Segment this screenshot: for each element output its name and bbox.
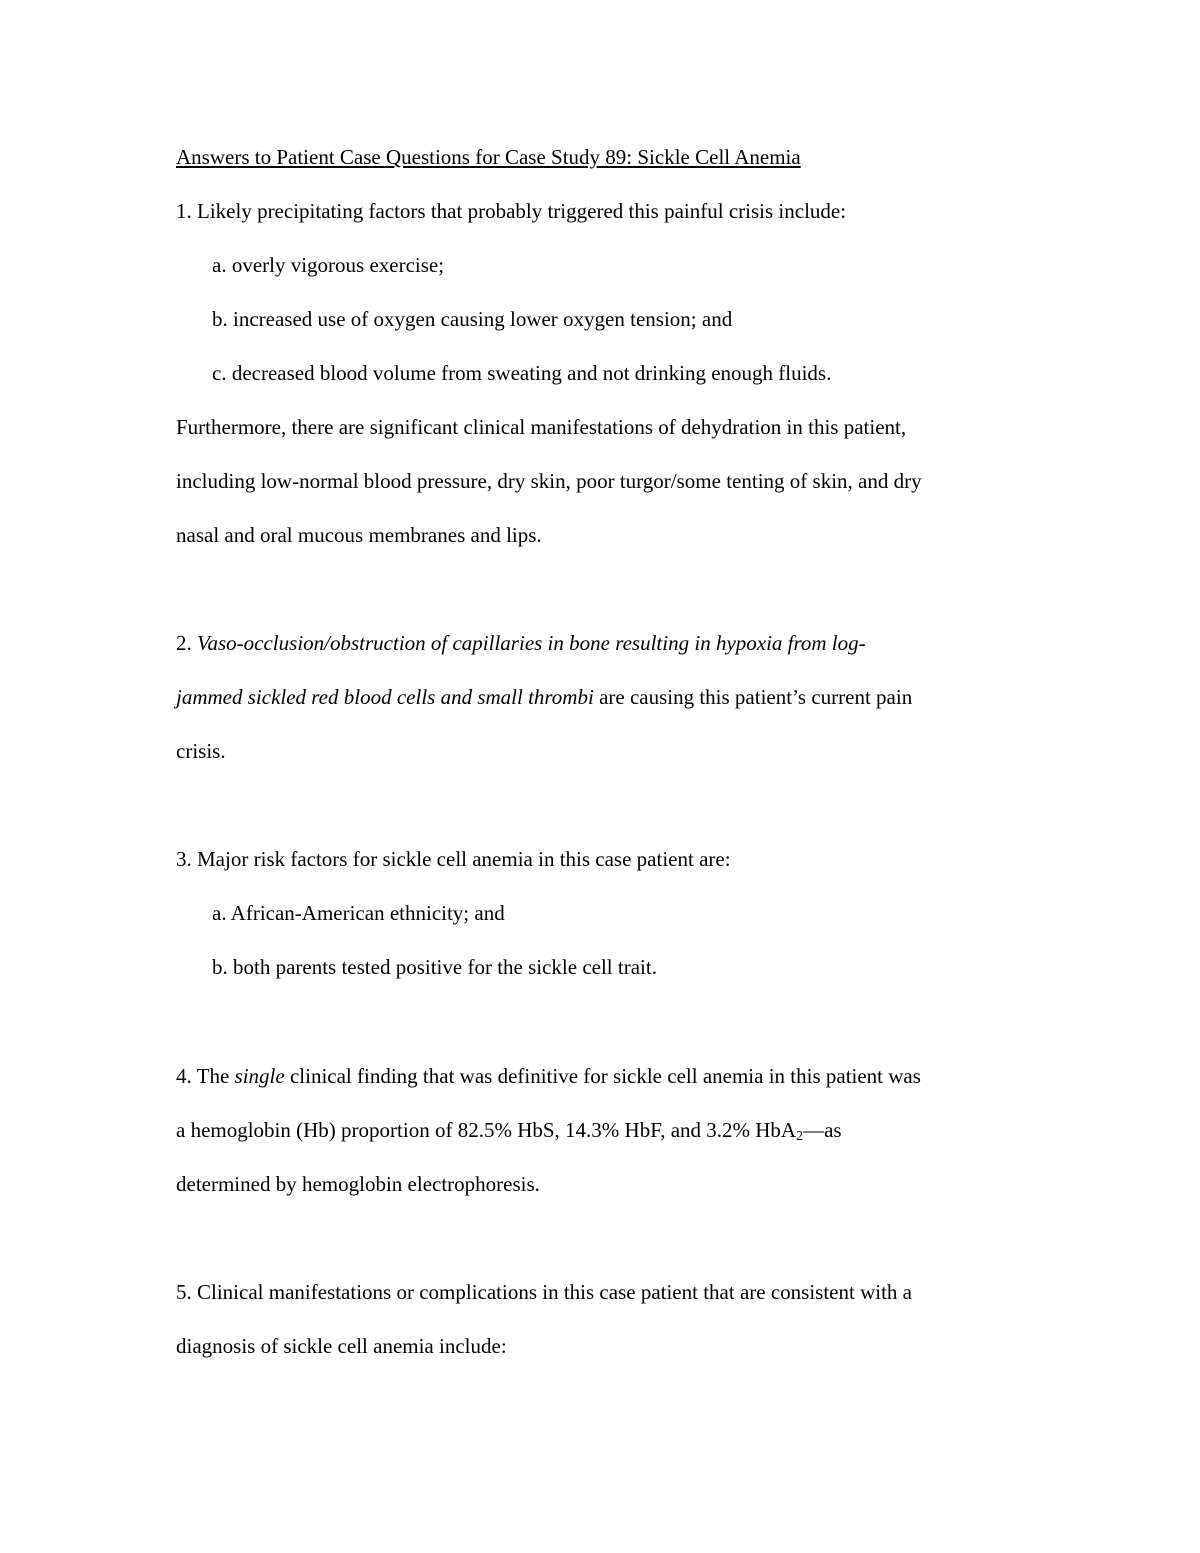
question-3-item-a: a. African-American ethnicity; and (212, 901, 505, 925)
question-1-item-c: c. decreased blood volume from sweating and not drinking enough fluids. (212, 361, 832, 385)
body-text: a hemoglobin (Hb) proportion of 82.5% HbS, 14.3% HbF, and 3.2% HbA (176, 1118, 797, 1142)
question-number: 2. (176, 631, 197, 655)
question-1-paragraph-line: including low-normal blood pressure, dry skin, poor turgor/some tenting of skin, and dry (176, 469, 922, 493)
question-4-line-3: determined by hemoglobin electrophoresis. (176, 1172, 540, 1196)
question-3-item-b: b. both parents tested positive for the sickle cell trait. (212, 955, 657, 979)
body-text: 4. The (176, 1064, 235, 1088)
question-4-line-1 (176, 1066, 921, 1087)
question-2-line-2 (176, 687, 912, 708)
body-text: —as (803, 1118, 842, 1142)
body-text: are causing this patient’s current pain (593, 685, 913, 709)
question-2-line-1 (176, 633, 866, 654)
question-5-line: 5. Clinical manifestations or complications in this case patient that are consistent with a (176, 1280, 912, 1304)
italic-text: Vaso-occlusion/obstruction of capillaries in bone resulting in hypoxia from log- (197, 631, 866, 655)
question-4-line-2 (176, 1118, 842, 1144)
italic-text: jammed sickled red blood cells and small thrombi (176, 685, 594, 709)
question-1-item-a: a. overly vigorous exercise; (212, 253, 445, 277)
italic-text: single (234, 1064, 285, 1088)
question-1-paragraph-line: Furthermore, there are significant clinical manifestations of dehydration in this patient, (176, 415, 907, 439)
question-1-intro: 1. Likely precipitating factors that probably triggered this painful crisis include: (176, 199, 847, 223)
question-2-line-3: crisis. (176, 739, 226, 763)
subscript: 2 (796, 1129, 804, 1144)
page-title: Answers to Patient Case Questions for Case Study 89: Sickle Cell Anemia (176, 145, 801, 169)
question-5-line: diagnosis of sickle cell anemia include: (176, 1334, 507, 1358)
body-text: clinical finding that was definitive for sickle cell anemia in this patient was (284, 1064, 921, 1088)
question-1-paragraph-line: nasal and oral mucous membranes and lips. (176, 523, 542, 547)
question-3-intro: 3. Major risk factors for sickle cell anemia in this case patient are: (176, 847, 731, 871)
question-1-item-b: b. increased use of oxygen causing lower oxygen tension; and (212, 307, 733, 331)
